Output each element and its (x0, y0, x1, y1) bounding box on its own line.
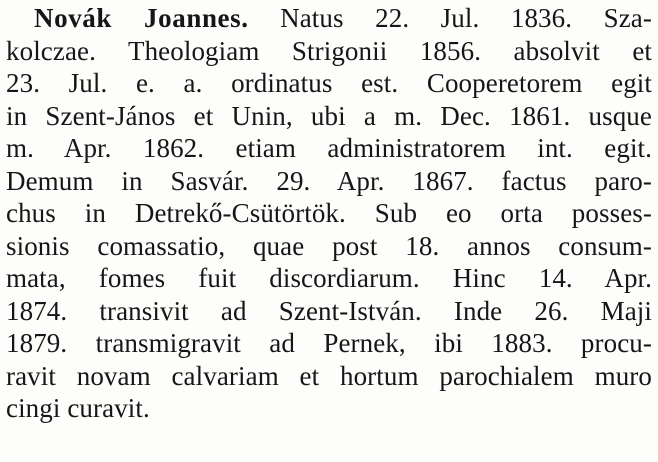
text-line-13: cingi curavit. (6, 393, 150, 423)
text-line-5: m. Apr. 1862. etiam administratorem int. egit. (6, 133, 652, 163)
text-line-3: 23. Jul. e. a. ordinatus est. Cooperetorem egit (6, 68, 652, 98)
text-line-6: Demum in Sasvár. 29. Apr. 1867. factus paro- (6, 165, 652, 196)
text-line-2: kolczae. Theologiam Strigonii 1856. absolvit et (6, 35, 652, 66)
text-line-11: 1879. transmigravit ad Pernek, ibi 1883. procu- (6, 328, 652, 358)
person-name: Novák Joannes. (34, 3, 249, 33)
text-line-10: 1874. transivit ad Szent-István. Inde 26. Maji (6, 295, 652, 326)
text-line-4: in Szent-János et Unin, ubi a m. Dec. 1861. usque (6, 100, 652, 131)
text-line-1-rest: Natus 22. Jul. 1836. Sza- (280, 3, 652, 33)
text-line-9: mata, fomes fuit discordiarum. Hinc 14. Apr. (6, 263, 652, 293)
text-line-8: sionis comassatio, quae post 18. annos consum- (6, 230, 652, 261)
text-line-1 (6, 2, 652, 35)
biography-paragraph (6, 2, 652, 425)
text-line-12: ravit novam calvariam et hortum parochialem muro (6, 360, 652, 391)
text-line-7: chus in Detrekő-Csütörtök. Sub eo orta posses- (6, 198, 652, 228)
